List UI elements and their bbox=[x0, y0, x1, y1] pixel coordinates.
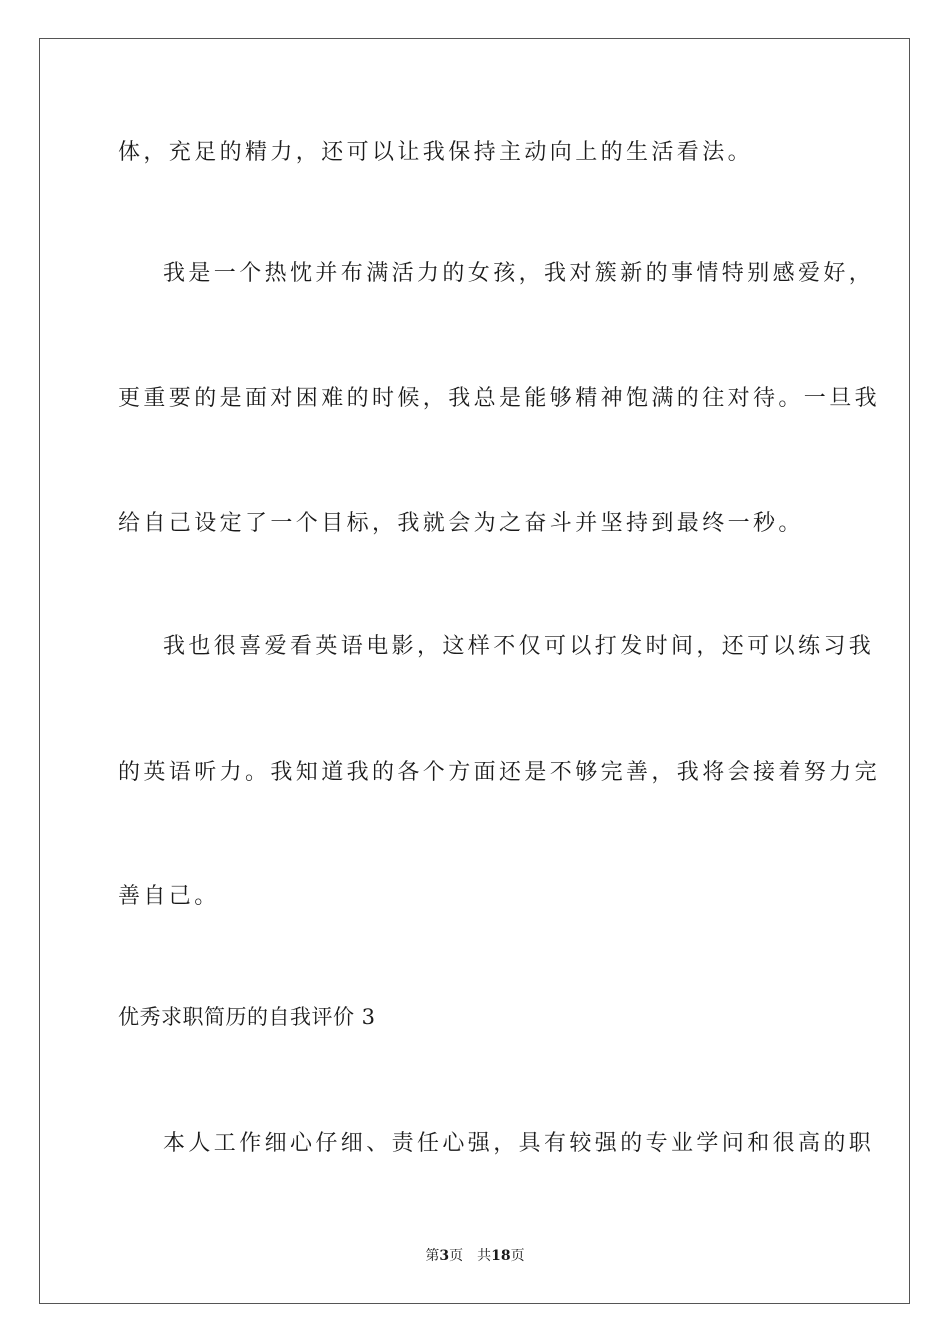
text-line-3: 更重要的是面对困难的时候，我总是能够精神饱满的往对待。一旦我 bbox=[118, 386, 881, 411]
text-line-6: 的英语听力。我知道我的各个方面还是不够完善，我将会接着努力完 bbox=[118, 760, 881, 785]
page-footer bbox=[0, 1246, 950, 1266]
text-line-1: 体，充足的精力，还可以让我保持主动向上的生活看法。 bbox=[118, 140, 754, 165]
text-line-7: 善自己。 bbox=[118, 884, 220, 909]
footer-total-pages: 18 bbox=[491, 1248, 511, 1264]
footer-page-prefix: 第 bbox=[425, 1248, 440, 1264]
footer-page-suffix: 页 bbox=[449, 1248, 464, 1264]
text-line-2: 我是一个热忱并布满活力的女孩，我对簇新的事情特别感爱好， bbox=[163, 261, 875, 286]
text-line-5: 我也很喜爱看英语电影，这样不仅可以打发时间，还可以练习我 bbox=[163, 634, 875, 659]
page-frame bbox=[39, 38, 910, 1304]
section-heading: 优秀求职简历的自我评价 3 bbox=[118, 1005, 376, 1029]
footer-total-suffix: 页 bbox=[510, 1248, 525, 1264]
text-line-4: 给自己设定了一个目标，我就会为之奋斗并坚持到最终一秒。 bbox=[118, 511, 804, 536]
footer-total-prefix: 共 bbox=[477, 1248, 492, 1264]
footer-page-number: 3 bbox=[439, 1248, 450, 1264]
section-first-line: 本人工作细心仔细、责任心强，具有较强的专业学问和很高的职 bbox=[163, 1131, 875, 1156]
